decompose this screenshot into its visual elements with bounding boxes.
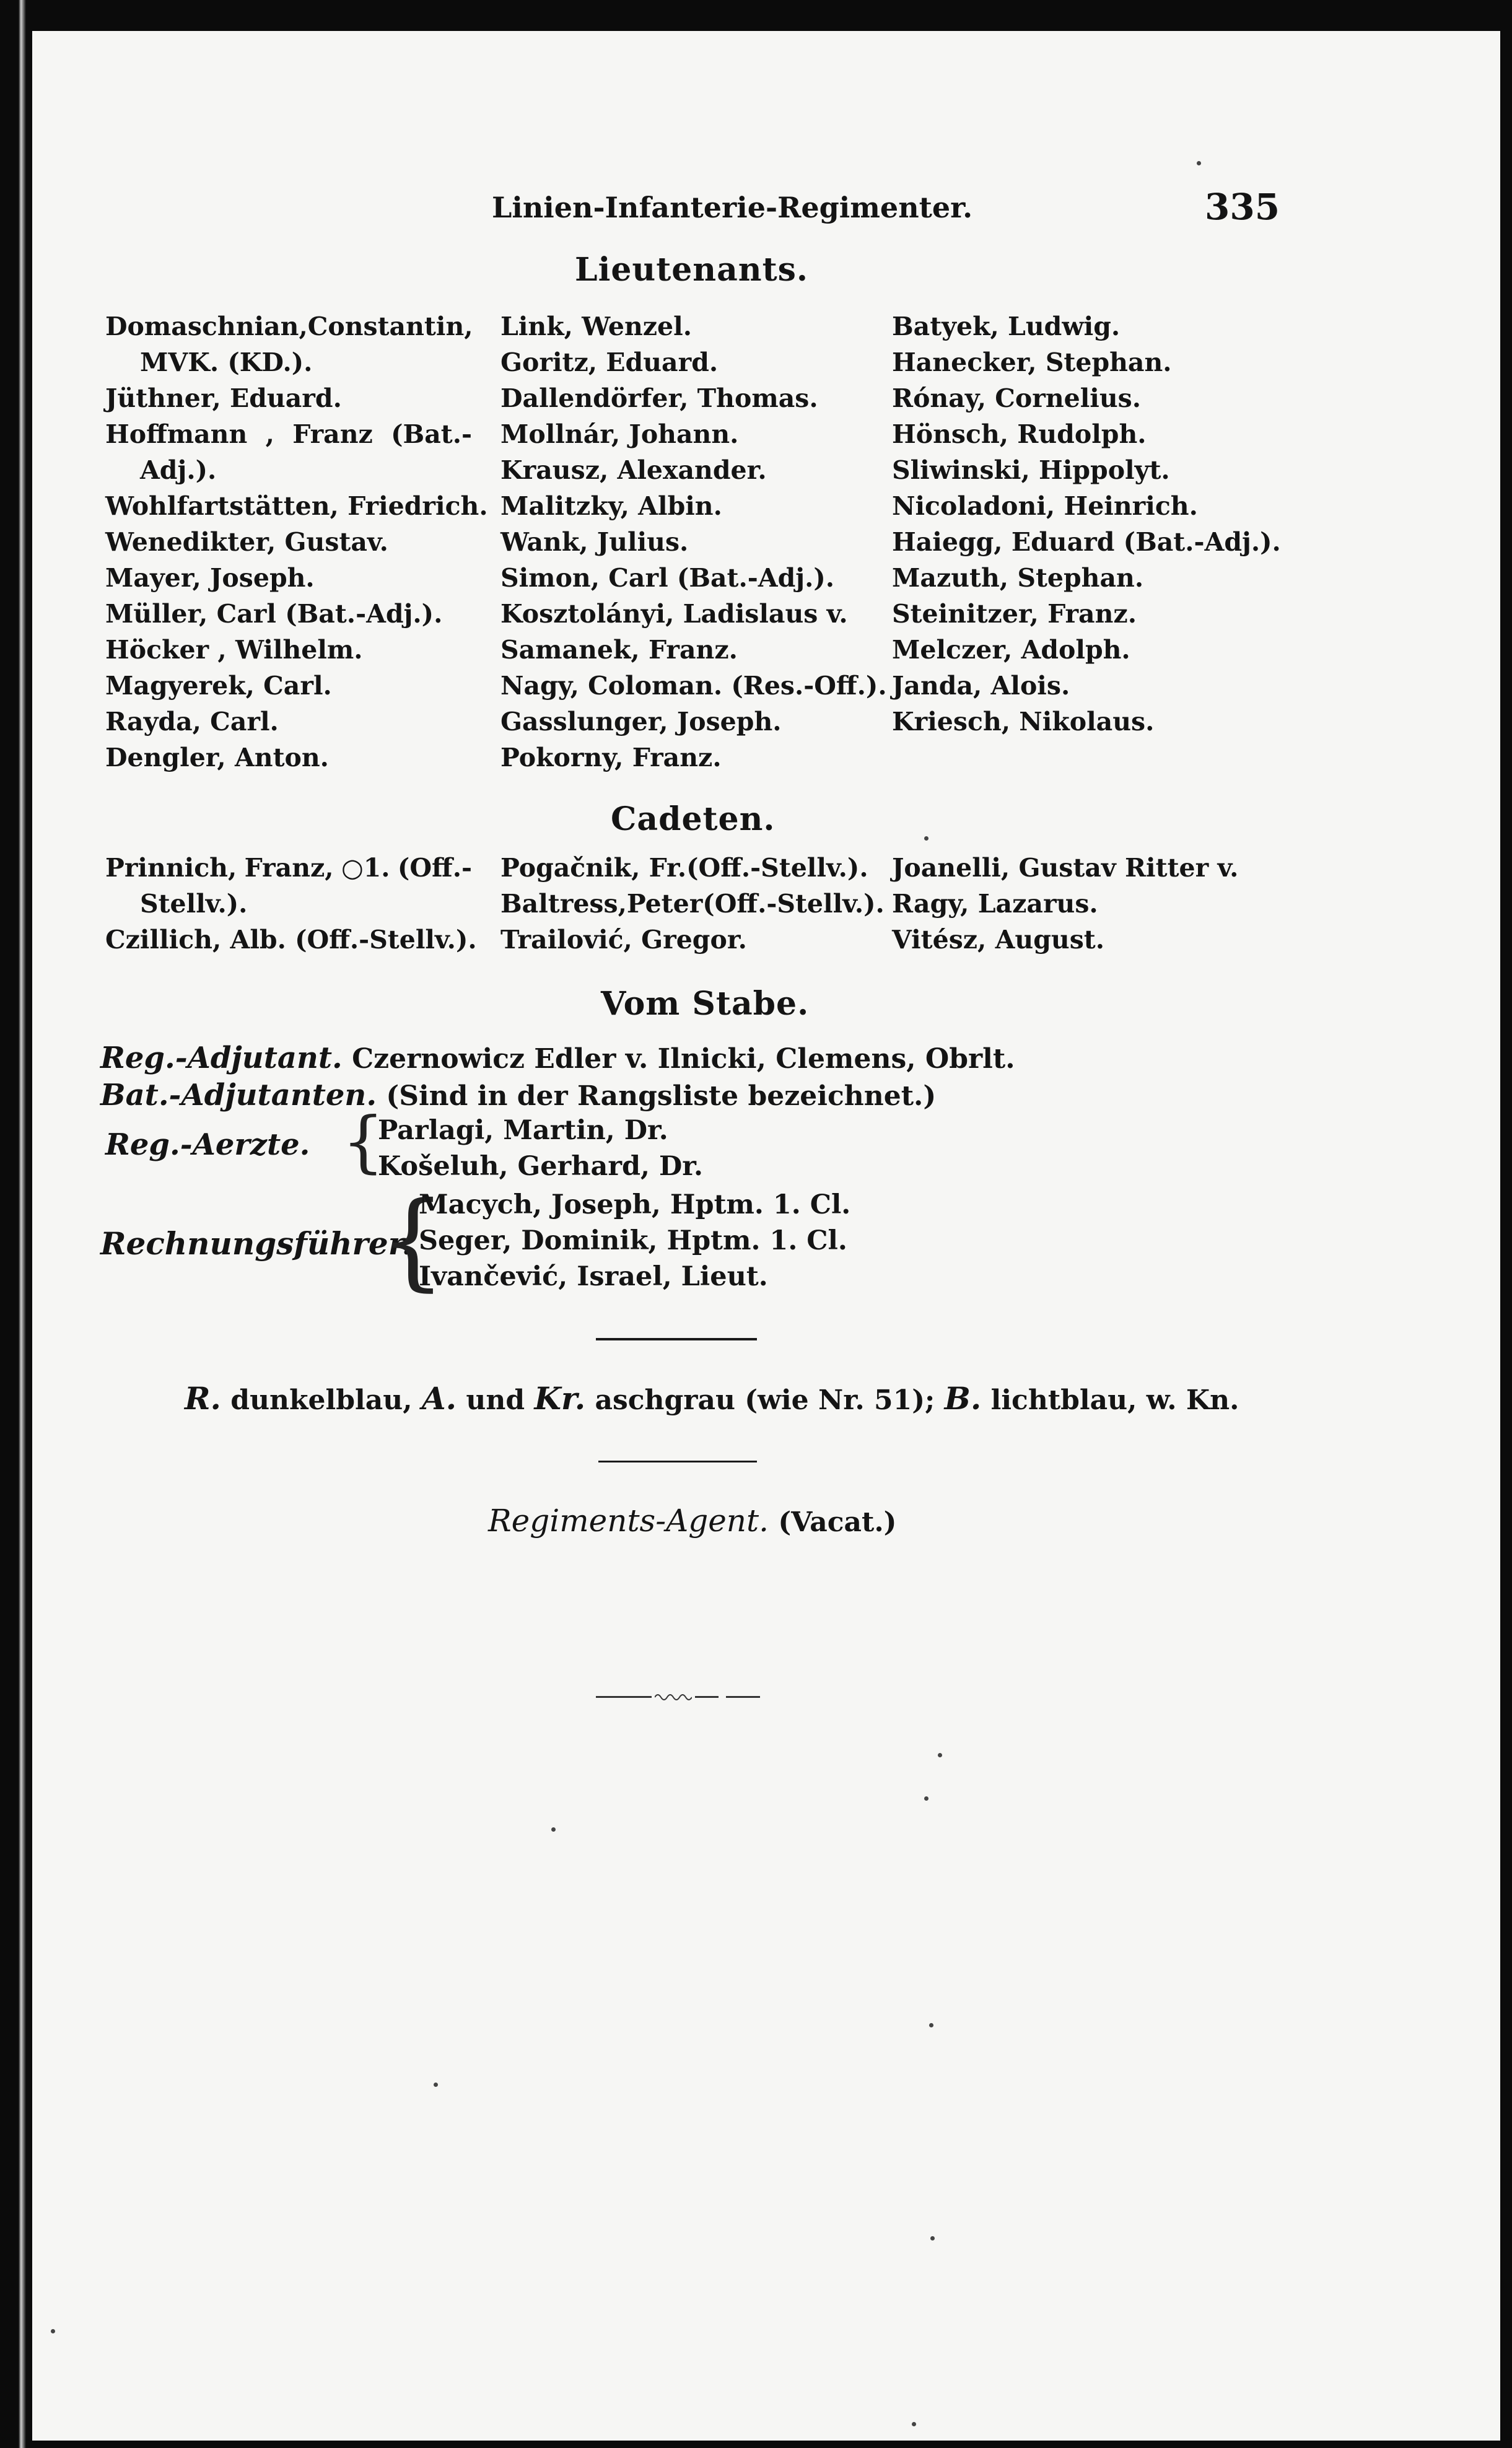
name-entry: MVK. (KD.). bbox=[140, 348, 313, 377]
scan-speck bbox=[938, 1753, 942, 1757]
aerzte-label: Reg.-Aerzte. bbox=[105, 1127, 310, 1162]
name-entry: Höcker , Wilhelm. bbox=[105, 635, 363, 665]
scan-speck bbox=[924, 1796, 929, 1801]
word: , bbox=[265, 419, 274, 449]
uniform-b-label: B. bbox=[944, 1380, 982, 1417]
uniform-a-label: A. bbox=[421, 1380, 457, 1417]
scan-speck bbox=[51, 2329, 55, 2333]
name-entry: Krausz, Alexander. bbox=[500, 455, 767, 485]
name-entry: Czillich, Alb. (Off.-Stellv.). bbox=[105, 925, 477, 955]
word: Hoffmann bbox=[105, 419, 248, 449]
name-entry: Hönsch, Rudolph. bbox=[892, 419, 1147, 449]
name-entry: Link, Wenzel. bbox=[500, 312, 692, 341]
uniform-r-label: R. bbox=[185, 1380, 221, 1417]
rechnung-list bbox=[419, 1187, 850, 1295]
scan-speck bbox=[929, 2023, 933, 2027]
word: Franz, bbox=[244, 853, 334, 883]
lieutenants-heading: Lieutenants. bbox=[575, 251, 809, 289]
name-entry: Wank, Julius. bbox=[500, 527, 689, 557]
name-entry: Joanelli, Gustav Ritter v. bbox=[892, 853, 1239, 883]
name-entry: Pokorny, Franz. bbox=[500, 743, 722, 772]
bat-adjutanten-label: Bat.-Adjutanten. bbox=[100, 1078, 377, 1113]
name-entry: Hanecker, Stephan. bbox=[892, 348, 1172, 377]
cadeten-column-3 bbox=[892, 850, 1288, 958]
name-entry: Gasslunger, Joseph. bbox=[500, 707, 782, 737]
name-entry: Kriesch, Nikolaus. bbox=[892, 707, 1155, 737]
rechnung-label: Rechnungsführer. bbox=[100, 1225, 413, 1262]
agent-line bbox=[488, 1503, 897, 1539]
word: (Off.- bbox=[397, 853, 472, 883]
word: Prinnich, bbox=[105, 853, 237, 883]
lieutenants-column-3 bbox=[892, 308, 1288, 740]
name-entry: Mazuth, Stephan. bbox=[892, 563, 1144, 593]
name-entry: Melczer, Adolph. bbox=[892, 635, 1130, 665]
uniform-line bbox=[185, 1380, 1239, 1417]
word: Franz bbox=[292, 419, 373, 449]
name-entry: Mayer, Joseph. bbox=[105, 563, 315, 593]
closing-ornament bbox=[596, 1691, 763, 1703]
cadeten-column-1 bbox=[105, 850, 477, 958]
name-entry bbox=[105, 308, 472, 344]
name-entry bbox=[105, 850, 472, 886]
name-entry: Adj.). bbox=[140, 455, 217, 485]
document-page bbox=[32, 31, 1500, 2441]
scan-speck bbox=[930, 2236, 935, 2240]
aerzte-entry: Košeluh, Gerhard, Dr. bbox=[378, 1151, 703, 1182]
name-entry: Janda, Alois. bbox=[892, 671, 1070, 701]
name-entry: Sliwinski, Hippolyt. bbox=[892, 455, 1170, 485]
lieutenants-column-1 bbox=[105, 308, 488, 776]
scan-speck bbox=[912, 2422, 916, 2426]
name-entry: Magyerek, Carl. bbox=[105, 671, 332, 701]
section-rule bbox=[596, 1338, 757, 1340]
cadeten-heading: Cadeten. bbox=[611, 800, 776, 838]
name-entry: Dallendörfer, Thomas. bbox=[500, 383, 818, 413]
rechnung-brace: { bbox=[379, 1179, 447, 1302]
scan-speck bbox=[551, 1827, 556, 1832]
bat-adjutanten-line bbox=[100, 1078, 936, 1113]
word: (Bat.- bbox=[391, 419, 472, 449]
aerzte-list bbox=[378, 1113, 703, 1184]
page-number: 335 bbox=[1205, 186, 1280, 228]
name-entry: Müller, Carl (Bat.-Adj.). bbox=[105, 599, 443, 629]
uniform-kr-text: aschgrau (wie Nr. 51); bbox=[595, 1384, 935, 1416]
name-entry: Trailović, Gregor. bbox=[500, 925, 747, 955]
name-entry: Stellv.). bbox=[140, 889, 248, 919]
name-entry: Nicoladoni, Heinrich. bbox=[892, 491, 1198, 521]
name-entry: Malitzky, Albin. bbox=[500, 491, 722, 521]
staff-heading: Vom Stabe. bbox=[601, 985, 810, 1023]
name-entry: Rónay, Cornelius. bbox=[892, 383, 1142, 413]
agent-label: Regiments-Agent. bbox=[488, 1503, 769, 1539]
name-entry: Vitész, August. bbox=[892, 925, 1104, 955]
ornament-squiggle bbox=[655, 1691, 692, 1703]
rechnung-entry: Macych, Joseph, Hptm. 1. Cl. bbox=[419, 1189, 851, 1220]
reg-adjutant-label: Reg.-Adjutant. bbox=[100, 1041, 343, 1075]
name-entry: Dengler, Anton. bbox=[105, 743, 329, 772]
section-rule bbox=[598, 1461, 757, 1462]
name-entry: Nagy, Coloman. (Res.-Off.). bbox=[500, 671, 887, 701]
uniform-b-text: lichtblau, w. Kn. bbox=[990, 1384, 1239, 1416]
uniform-kr-label: Kr. bbox=[534, 1380, 586, 1417]
rechnung-entry: Ivančević, Israel, Lieut. bbox=[419, 1261, 768, 1292]
name-entry: Rayda, Carl. bbox=[105, 707, 279, 737]
reg-adjutant-line bbox=[100, 1041, 1015, 1075]
scan-speck bbox=[434, 2083, 438, 2087]
running-title: Linien-Infanterie-Regimenter. bbox=[492, 191, 973, 224]
bat-adjutanten-value: (Sind in der Rangsliste bezeichnet.) bbox=[386, 1080, 937, 1112]
scan-speck bbox=[924, 836, 929, 841]
uniform-und: und bbox=[466, 1384, 525, 1416]
lieutenants-column-2 bbox=[500, 308, 887, 776]
name-entry: Jüthner, Eduard. bbox=[105, 383, 342, 413]
name-entry: Steinitzer, Franz. bbox=[892, 599, 1137, 629]
agent-value: (Vacat.) bbox=[778, 1506, 897, 1538]
name-entry: Pogačnik, Fr.(Off.-Stellv.). bbox=[500, 853, 868, 883]
name-entry: Mollnár, Johann. bbox=[500, 419, 739, 449]
name-entry: Wenedikter, Gustav. bbox=[105, 527, 388, 557]
uniform-r-text: dunkelblau, bbox=[230, 1384, 413, 1416]
name-entry: Kosztolányi, Ladislaus v. bbox=[500, 599, 848, 629]
reg-adjutant-value: Czernowicz Edler v. Ilnicki, Clemens, Obrlt. bbox=[352, 1043, 1015, 1075]
word: Domaschnian, bbox=[105, 312, 308, 341]
name-entry: Samanek, Franz. bbox=[500, 635, 738, 665]
aerzte-brace: { bbox=[342, 1103, 385, 1181]
word: Constantin, bbox=[307, 312, 473, 341]
name-entry: Baltress,Peter(Off.-Stellv.). bbox=[500, 889, 885, 919]
name-entry: Batyek, Ludwig. bbox=[892, 312, 1121, 341]
name-entry: Wohlfartstätten, Friedrich. bbox=[105, 491, 488, 521]
aerzte-entry: Parlagi, Martin, Dr. bbox=[378, 1115, 668, 1146]
name-entry: Ragy, Lazarus. bbox=[892, 889, 1098, 919]
rechnung-entry: Seger, Dominik, Hptm. 1. Cl. bbox=[419, 1225, 847, 1256]
scan-left-edge bbox=[0, 0, 32, 2448]
name-entry: Simon, Carl (Bat.-Adj.). bbox=[500, 563, 835, 593]
cadeten-column-2 bbox=[500, 850, 885, 958]
name-entry: Goritz, Eduard. bbox=[500, 348, 719, 377]
word: ○1. bbox=[341, 853, 390, 883]
name-entry bbox=[105, 416, 472, 452]
name-entry: Haiegg, Eduard (Bat.-Adj.). bbox=[892, 527, 1281, 557]
scan-speck bbox=[1197, 161, 1201, 165]
